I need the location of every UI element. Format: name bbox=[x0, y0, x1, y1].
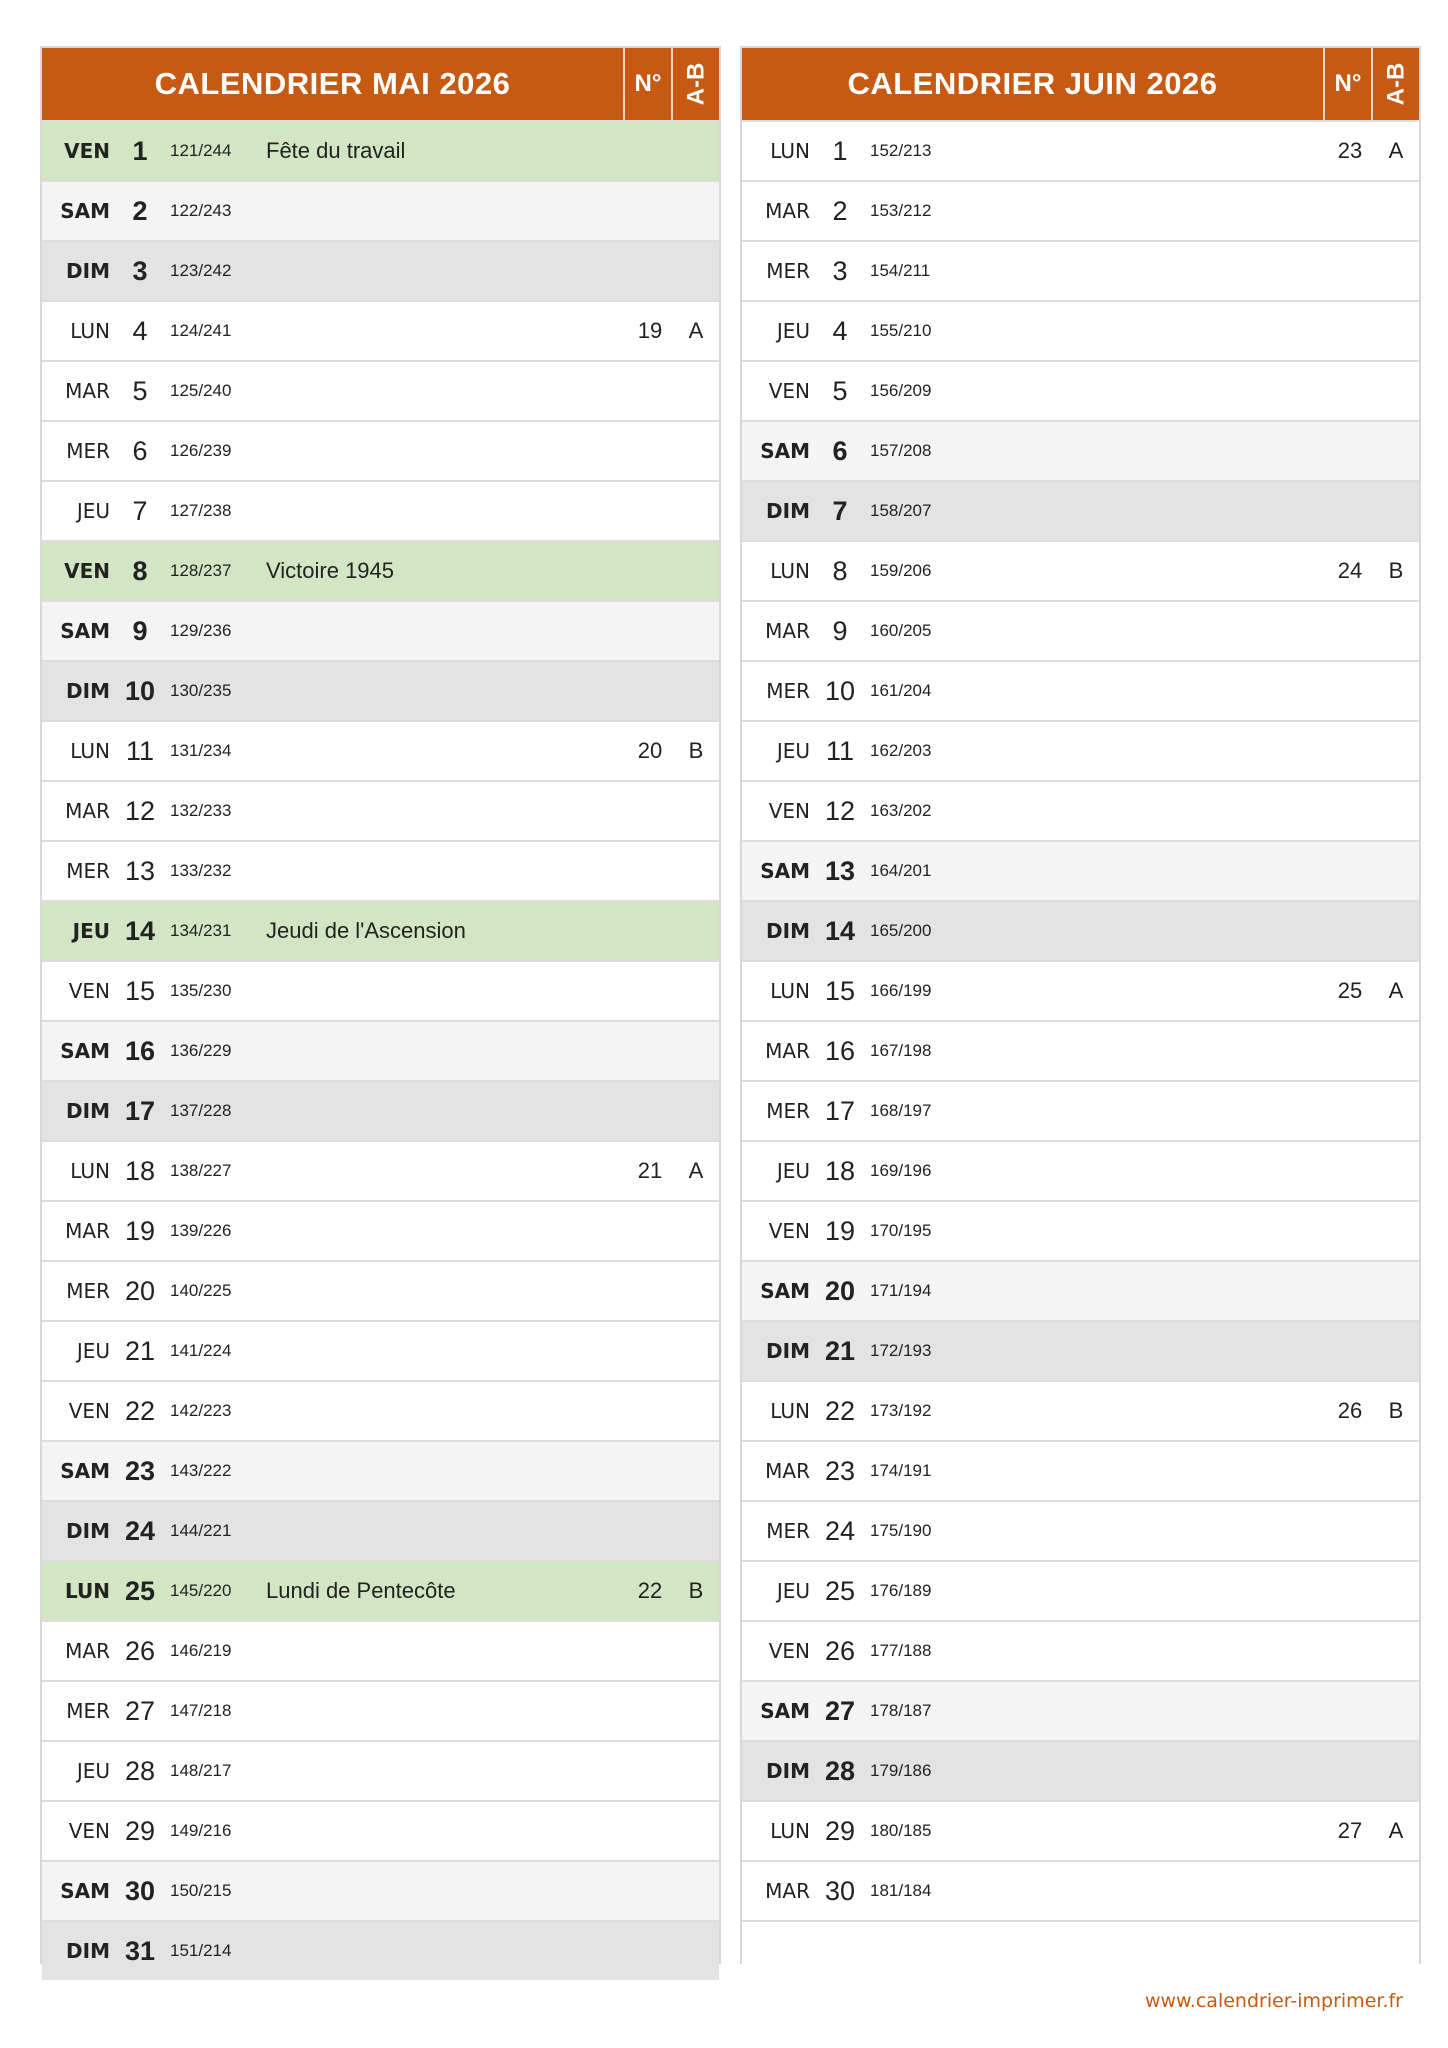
day-of-week: MAR bbox=[765, 199, 810, 223]
week-number: 26 bbox=[1337, 1398, 1363, 1423]
day-of-week: JEU bbox=[776, 319, 810, 343]
day-of-year: 156/209 bbox=[870, 381, 932, 400]
day-of-week: MAR bbox=[65, 799, 110, 823]
week-number: 22 bbox=[637, 1578, 663, 1603]
day-of-week: SAM bbox=[760, 859, 810, 883]
day-of-year: 173/192 bbox=[870, 1401, 932, 1420]
day-of-year: 131/234 bbox=[170, 741, 232, 760]
day-row bbox=[742, 960, 1419, 1020]
day-of-week: MER bbox=[766, 679, 810, 703]
holiday-name: Jeudi de l'Ascension bbox=[266, 918, 466, 943]
day-number: 9 bbox=[132, 615, 148, 646]
week-number: 27 bbox=[1337, 1818, 1363, 1843]
day-row bbox=[742, 1500, 1419, 1560]
day-number: 29 bbox=[824, 1815, 856, 1846]
day-number: 11 bbox=[825, 735, 855, 766]
day-of-year: 175/190 bbox=[870, 1521, 932, 1540]
week-ab-header bbox=[671, 48, 719, 120]
day-of-year: 166/199 bbox=[870, 981, 932, 1000]
day-of-week: SAM bbox=[760, 1279, 810, 1303]
day-number: 8 bbox=[132, 555, 148, 586]
day-number: 18 bbox=[124, 1155, 156, 1186]
day-of-year: 177/188 bbox=[870, 1641, 932, 1660]
day-of-week: DIM bbox=[66, 1099, 110, 1123]
day-of-year: 126/239 bbox=[170, 441, 232, 460]
day-of-year: 134/231 bbox=[170, 921, 232, 940]
day-of-week: MER bbox=[66, 1279, 110, 1303]
day-of-year: 161/204 bbox=[870, 681, 932, 700]
day-of-year: 123/242 bbox=[170, 261, 232, 280]
day-of-week: VEN bbox=[68, 1399, 110, 1423]
day-row bbox=[742, 420, 1419, 480]
day-number: 24 bbox=[824, 1515, 856, 1546]
day-of-week: JEU bbox=[76, 1339, 110, 1363]
week-ab: A bbox=[688, 318, 704, 343]
day-of-week: DIM bbox=[766, 1759, 810, 1783]
day-row bbox=[742, 240, 1419, 300]
day-of-year: 146/219 bbox=[170, 1641, 232, 1660]
day-of-week: MAR bbox=[765, 1039, 810, 1063]
day-number: 15 bbox=[124, 975, 156, 1006]
day-row bbox=[42, 900, 719, 960]
day-number: 16 bbox=[124, 1035, 156, 1066]
day-of-year: 171/194 bbox=[870, 1281, 932, 1300]
day-of-week: LUN bbox=[64, 1579, 110, 1603]
day-of-year: 170/195 bbox=[870, 1221, 932, 1240]
day-row bbox=[42, 1500, 719, 1560]
day-number: 2 bbox=[832, 195, 848, 226]
day-of-year: 136/229 bbox=[170, 1041, 232, 1060]
day-row bbox=[742, 480, 1419, 540]
day-of-week: DIM bbox=[766, 1339, 810, 1363]
day-of-week: SAM bbox=[60, 1879, 110, 1903]
calendar-may bbox=[40, 46, 721, 1964]
day-of-week: JEU bbox=[776, 739, 810, 763]
day-row bbox=[742, 1800, 1419, 1860]
day-number: 9 bbox=[832, 615, 848, 646]
day-row bbox=[42, 1380, 719, 1440]
day-of-week: MER bbox=[66, 859, 110, 883]
week-ab: B bbox=[688, 738, 704, 763]
day-row bbox=[742, 1560, 1419, 1620]
day-number: 4 bbox=[832, 315, 848, 346]
day-of-week: MER bbox=[766, 1519, 810, 1543]
day-of-year: 130/235 bbox=[170, 681, 232, 700]
empty-row bbox=[742, 1920, 1419, 1980]
month-title: CALENDRIER JUIN 2026 bbox=[847, 66, 1218, 101]
day-of-year: 180/185 bbox=[870, 1821, 932, 1840]
day-number: 15 bbox=[824, 975, 856, 1006]
day-of-year: 132/233 bbox=[170, 801, 232, 820]
day-of-week: JEU bbox=[76, 1759, 110, 1783]
day-of-week: LUN bbox=[770, 139, 810, 163]
day-of-week: JEU bbox=[72, 919, 110, 943]
day-row bbox=[42, 720, 719, 780]
day-row bbox=[742, 1680, 1419, 1740]
day-of-week: MAR bbox=[765, 619, 810, 643]
holiday-name: Victoire 1945 bbox=[266, 558, 395, 583]
day-of-week: LUN bbox=[770, 1399, 810, 1423]
day-of-week: VEN bbox=[64, 139, 110, 163]
day-list bbox=[42, 120, 719, 1980]
day-of-week: SAM bbox=[60, 1459, 110, 1483]
week-ab-header bbox=[1371, 48, 1419, 120]
day-number: 16 bbox=[824, 1035, 856, 1066]
day-number: 30 bbox=[824, 1875, 856, 1906]
day-of-week: JEU bbox=[776, 1579, 810, 1603]
week-number: 19 bbox=[637, 318, 663, 343]
day-row bbox=[42, 1020, 719, 1080]
day-number: 6 bbox=[832, 435, 848, 466]
day-row bbox=[42, 840, 719, 900]
day-of-week: VEN bbox=[768, 799, 810, 823]
day-of-year: 150/215 bbox=[170, 1881, 232, 1900]
day-of-year: 133/232 bbox=[170, 861, 232, 880]
day-of-year: 129/236 bbox=[170, 621, 232, 640]
day-number: 14 bbox=[824, 915, 856, 946]
day-row bbox=[742, 180, 1419, 240]
day-of-week: VEN bbox=[64, 559, 110, 583]
day-number: 7 bbox=[132, 495, 148, 526]
day-of-year: 127/238 bbox=[170, 501, 232, 520]
day-number: 11 bbox=[125, 735, 155, 766]
week-number-header: N° bbox=[623, 48, 671, 120]
day-list bbox=[742, 120, 1419, 1980]
day-row bbox=[42, 120, 719, 180]
day-of-year: 169/196 bbox=[870, 1161, 932, 1180]
day-of-week: SAM bbox=[760, 1699, 810, 1723]
day-row bbox=[42, 1140, 719, 1200]
day-row bbox=[742, 1620, 1419, 1680]
day-number: 1 bbox=[132, 135, 148, 166]
day-of-year: 157/208 bbox=[870, 441, 932, 460]
day-of-year: 144/221 bbox=[170, 1521, 232, 1540]
day-number: 18 bbox=[824, 1155, 856, 1186]
day-row bbox=[42, 780, 719, 840]
day-of-year: 128/237 bbox=[170, 561, 232, 580]
holiday-name: Lundi de Pentecôte bbox=[266, 1578, 456, 1603]
day-number: 17 bbox=[824, 1095, 856, 1126]
day-of-year: 172/193 bbox=[870, 1341, 932, 1360]
day-number: 26 bbox=[124, 1635, 156, 1666]
week-number: 24 bbox=[1337, 558, 1363, 583]
day-of-year: 140/225 bbox=[170, 1281, 232, 1300]
day-number: 5 bbox=[832, 375, 848, 406]
day-of-week: DIM bbox=[66, 1519, 110, 1543]
day-of-year: 179/186 bbox=[870, 1761, 932, 1780]
week-ab: B bbox=[1388, 558, 1404, 583]
week-ab: A bbox=[688, 1158, 704, 1183]
day-of-week: DIM bbox=[66, 679, 110, 703]
day-row bbox=[742, 1860, 1419, 1920]
day-row bbox=[742, 300, 1419, 360]
day-row bbox=[742, 1020, 1419, 1080]
day-of-week: LUN bbox=[770, 559, 810, 583]
day-of-year: 158/207 bbox=[870, 501, 932, 520]
day-of-week: VEN bbox=[768, 379, 810, 403]
day-number: 20 bbox=[824, 1275, 856, 1306]
day-row bbox=[42, 1320, 719, 1380]
day-row bbox=[42, 180, 719, 240]
week-number-header: N° bbox=[1323, 48, 1371, 120]
day-of-week: SAM bbox=[60, 619, 110, 643]
day-of-week: MAR bbox=[65, 1639, 110, 1663]
day-of-week: DIM bbox=[766, 499, 810, 523]
day-row bbox=[42, 960, 719, 1020]
day-number: 29 bbox=[124, 1815, 156, 1846]
day-number: 13 bbox=[824, 855, 856, 886]
day-of-year: 167/198 bbox=[870, 1041, 932, 1060]
day-number: 4 bbox=[132, 315, 148, 346]
day-number: 3 bbox=[832, 255, 848, 286]
month-title: CALENDRIER MAI 2026 bbox=[154, 66, 511, 101]
day-number: 3 bbox=[132, 255, 148, 286]
day-of-year: 138/227 bbox=[170, 1161, 232, 1180]
day-of-year: 154/211 bbox=[870, 261, 931, 280]
day-number: 26 bbox=[824, 1635, 856, 1666]
day-row bbox=[742, 1140, 1419, 1200]
day-of-year: 139/226 bbox=[170, 1221, 232, 1240]
week-ab: B bbox=[688, 1578, 704, 1603]
day-row bbox=[42, 1800, 719, 1860]
day-of-week: SAM bbox=[60, 1039, 110, 1063]
day-of-week: MER bbox=[766, 259, 810, 283]
day-of-week: SAM bbox=[760, 439, 810, 463]
day-number: 24 bbox=[124, 1515, 156, 1546]
day-number: 28 bbox=[824, 1755, 856, 1786]
day-of-week: MER bbox=[66, 1699, 110, 1723]
day-number: 25 bbox=[124, 1575, 156, 1606]
day-row bbox=[742, 1200, 1419, 1260]
day-of-week: VEN bbox=[68, 979, 110, 1003]
day-of-year: 155/210 bbox=[870, 321, 932, 340]
day-of-week: MAR bbox=[65, 1219, 110, 1243]
day-row bbox=[742, 900, 1419, 960]
day-row bbox=[742, 1380, 1419, 1440]
day-row bbox=[742, 540, 1419, 600]
day-of-year: 164/201 bbox=[870, 861, 932, 880]
day-row bbox=[742, 660, 1419, 720]
day-row bbox=[42, 1860, 719, 1920]
day-row bbox=[42, 360, 719, 420]
day-of-week: LUN bbox=[770, 1819, 810, 1843]
day-row bbox=[42, 1200, 719, 1260]
day-row bbox=[42, 1620, 719, 1680]
day-of-year: 163/202 bbox=[870, 801, 932, 820]
day-of-year: 125/240 bbox=[170, 381, 232, 400]
day-of-year: 151/214 bbox=[170, 1941, 232, 1960]
day-number: 12 bbox=[824, 795, 856, 826]
day-of-year: 162/203 bbox=[870, 741, 932, 760]
day-of-year: 122/243 bbox=[170, 201, 232, 220]
week-number: 20 bbox=[637, 738, 663, 763]
day-of-year: 159/206 bbox=[870, 561, 932, 580]
week-ab: A bbox=[1388, 138, 1404, 163]
website-link[interactable]: www.calendrier-imprimer.fr bbox=[1144, 1990, 1403, 2012]
day-number: 30 bbox=[124, 1875, 156, 1906]
day-number: 14 bbox=[124, 915, 156, 946]
day-number: 19 bbox=[824, 1215, 856, 1246]
day-row bbox=[42, 1560, 719, 1620]
day-row bbox=[42, 1260, 719, 1320]
day-number: 13 bbox=[124, 855, 156, 886]
day-row bbox=[42, 660, 719, 720]
day-of-year: 153/212 bbox=[870, 201, 932, 220]
day-of-week: VEN bbox=[68, 1819, 110, 1843]
day-number: 1 bbox=[832, 135, 848, 166]
day-number: 20 bbox=[124, 1275, 156, 1306]
day-row bbox=[42, 1740, 719, 1800]
day-of-year: 121/244 bbox=[170, 141, 232, 160]
day-of-week: DIM bbox=[766, 919, 810, 943]
day-number: 6 bbox=[132, 435, 148, 466]
day-row bbox=[742, 600, 1419, 660]
holiday-name: Fête du travail bbox=[266, 138, 406, 163]
day-number: 25 bbox=[824, 1575, 856, 1606]
day-of-year: 148/217 bbox=[170, 1761, 232, 1780]
day-of-week: MAR bbox=[65, 379, 110, 403]
week-ab-header-label: A-B bbox=[1382, 62, 1409, 106]
day-of-week: MER bbox=[66, 439, 110, 463]
week-ab: A bbox=[1388, 978, 1404, 1003]
day-row bbox=[42, 540, 719, 600]
day-row bbox=[742, 840, 1419, 900]
month-header bbox=[742, 48, 1419, 120]
day-of-year: 152/213 bbox=[870, 141, 932, 160]
day-of-year: 165/200 bbox=[870, 921, 932, 940]
day-number: 10 bbox=[824, 675, 856, 706]
day-row bbox=[742, 120, 1419, 180]
day-of-year: 149/216 bbox=[170, 1821, 232, 1840]
day-of-week: JEU bbox=[76, 499, 110, 523]
day-number: 23 bbox=[824, 1455, 856, 1486]
day-number: 10 bbox=[124, 675, 156, 706]
day-row bbox=[742, 1320, 1419, 1380]
day-of-week: DIM bbox=[66, 259, 110, 283]
day-number: 22 bbox=[124, 1395, 156, 1426]
day-row bbox=[42, 1080, 719, 1140]
day-number: 8 bbox=[832, 555, 848, 586]
day-of-year: 160/205 bbox=[870, 621, 932, 640]
day-of-year: 137/228 bbox=[170, 1101, 232, 1120]
day-of-year: 143/222 bbox=[170, 1461, 232, 1480]
day-number: 23 bbox=[124, 1455, 156, 1486]
day-of-week: MAR bbox=[765, 1459, 810, 1483]
day-of-week: SAM bbox=[60, 199, 110, 223]
day-number: 27 bbox=[124, 1695, 156, 1726]
day-number: 27 bbox=[824, 1695, 856, 1726]
day-number: 31 bbox=[124, 1935, 156, 1966]
day-row bbox=[742, 1260, 1419, 1320]
day-of-year: 124/241 bbox=[170, 321, 232, 340]
day-number: 7 bbox=[832, 495, 848, 526]
day-of-week: LUN bbox=[770, 979, 810, 1003]
day-row bbox=[742, 1080, 1419, 1140]
calendar-june bbox=[740, 46, 1421, 1964]
day-of-week: VEN bbox=[768, 1219, 810, 1243]
day-of-week: DIM bbox=[66, 1939, 110, 1963]
day-row bbox=[742, 360, 1419, 420]
month-header bbox=[42, 48, 719, 120]
day-row bbox=[742, 1740, 1419, 1800]
day-row bbox=[42, 420, 719, 480]
day-number: 21 bbox=[824, 1335, 856, 1366]
day-number: 28 bbox=[124, 1755, 156, 1786]
week-ab: B bbox=[1388, 1398, 1404, 1423]
day-row bbox=[42, 240, 719, 300]
day-number: 17 bbox=[124, 1095, 156, 1126]
day-number: 19 bbox=[124, 1215, 156, 1246]
day-of-week: MAR bbox=[765, 1879, 810, 1903]
day-row bbox=[42, 480, 719, 540]
day-row bbox=[742, 720, 1419, 780]
day-of-year: 178/187 bbox=[870, 1701, 932, 1720]
day-row bbox=[42, 1920, 719, 1980]
day-row bbox=[42, 600, 719, 660]
day-number: 21 bbox=[124, 1335, 156, 1366]
day-of-week: MER bbox=[766, 1099, 810, 1123]
day-of-week: LUN bbox=[70, 739, 110, 763]
day-row bbox=[42, 300, 719, 360]
day-row bbox=[42, 1440, 719, 1500]
week-ab: A bbox=[1388, 1818, 1404, 1843]
day-of-year: 135/230 bbox=[170, 981, 232, 1000]
day-of-week: LUN bbox=[70, 1159, 110, 1183]
day-of-week: JEU bbox=[776, 1159, 810, 1183]
day-of-year: 181/184 bbox=[870, 1881, 932, 1900]
day-row bbox=[42, 1680, 719, 1740]
day-row bbox=[742, 1440, 1419, 1500]
day-of-year: 176/189 bbox=[870, 1581, 932, 1600]
week-ab-header-label: A-B bbox=[682, 62, 709, 106]
day-of-year: 141/224 bbox=[170, 1341, 232, 1360]
day-of-year: 174/191 bbox=[870, 1461, 932, 1480]
day-of-year: 168/197 bbox=[870, 1101, 932, 1120]
day-number: 2 bbox=[132, 195, 148, 226]
day-of-year: 145/220 bbox=[170, 1581, 232, 1600]
week-number: 21 bbox=[637, 1158, 663, 1183]
day-of-year: 147/218 bbox=[170, 1701, 232, 1720]
day-number: 5 bbox=[132, 375, 148, 406]
day-row bbox=[742, 780, 1419, 840]
day-number: 22 bbox=[824, 1395, 856, 1426]
week-number: 23 bbox=[1337, 138, 1363, 163]
day-of-week: LUN bbox=[70, 319, 110, 343]
day-of-week: VEN bbox=[768, 1639, 810, 1663]
day-of-year: 142/223 bbox=[170, 1401, 232, 1420]
day-number: 12 bbox=[124, 795, 156, 826]
week-number: 25 bbox=[1337, 978, 1363, 1003]
